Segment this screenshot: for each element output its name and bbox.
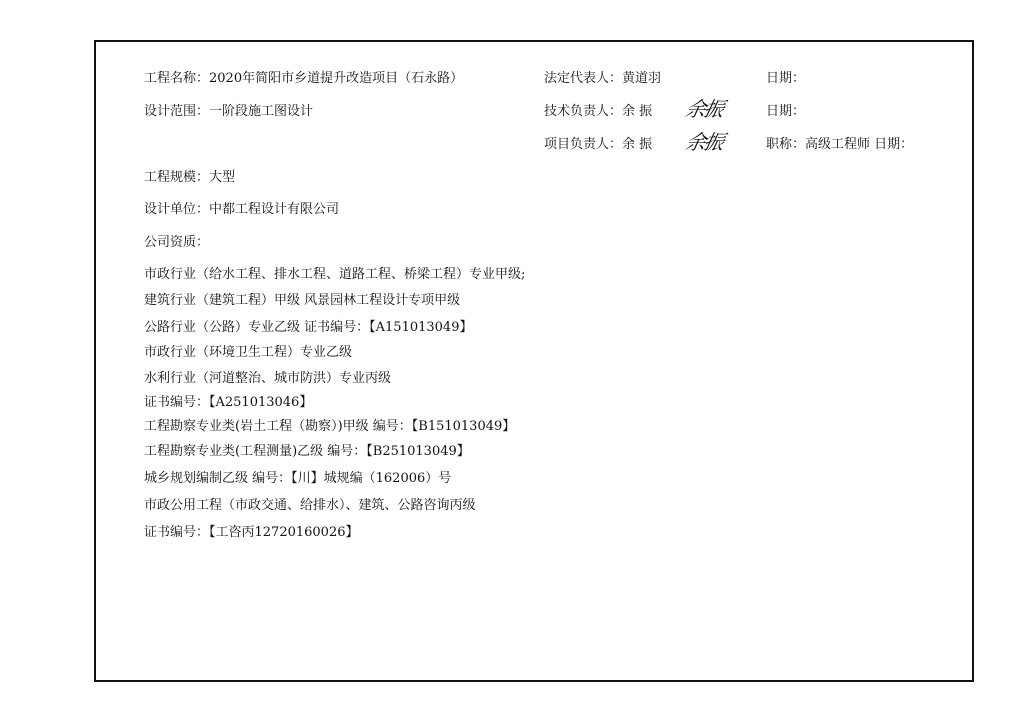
qualification-line: 工程勘察专业类(岩土工程（勘察）)甲级 编号：【B151013049】 bbox=[144, 419, 516, 434]
design-unit: 设计单位：中都工程设计有限公司 bbox=[144, 202, 340, 217]
qualification-line: 市政公用工程（市政交通、给排水）、建筑、公路咨询丙级 bbox=[144, 498, 476, 513]
title-and-date: 职称：高级工程师 日期： bbox=[766, 137, 914, 152]
project-scale: 工程规模：大型 bbox=[144, 170, 236, 185]
qualification-line: 证书编号：【工咨丙12720160026】 bbox=[144, 525, 359, 540]
signature-technical-lead: 余振 bbox=[683, 97, 725, 121]
date-legal-rep: 日期： bbox=[766, 71, 806, 86]
technical-lead: 技术负责人：余 振 bbox=[544, 104, 653, 119]
project-lead: 项目负责人：余 振 bbox=[544, 137, 653, 152]
qualification-line: 市政行业（环境卫生工程）专业乙级 bbox=[144, 345, 353, 360]
design-scope: 设计范围：一阶段施工图设计 bbox=[144, 104, 314, 119]
qualification-line: 证书编号：【A251013046】 bbox=[144, 395, 313, 410]
qualification-line: 市政行业（给水工程、排水工程、道路工程、桥梁工程）专业甲级; bbox=[144, 267, 526, 282]
qualification-line: 水利行业（河道整治、城市防洪）专业丙级 bbox=[144, 371, 392, 386]
qualification-line: 公路行业（公路）专业乙级 证书编号：【A151013049】 bbox=[144, 320, 473, 335]
date-technical-lead: 日期： bbox=[766, 104, 806, 119]
legal-representative: 法定代表人：黄道羽 bbox=[544, 71, 662, 86]
signature-project-lead: 余振 bbox=[683, 130, 725, 154]
project-name: 工程名称：2020年简阳市乡道提升改造项目（石永路） bbox=[144, 71, 464, 86]
qualification-line: 城乡规划编制乙级 编号：【川】城规编（162006）号 bbox=[144, 471, 452, 486]
qualification-line: 工程勘察专业类(工程测量)乙级 编号：【B251013049】 bbox=[144, 444, 470, 459]
qualification-line: 建筑行业（建筑工程）甲级 风景园林工程设计专项甲级 bbox=[144, 293, 461, 308]
qualifications-label: 公司资质： bbox=[144, 235, 210, 250]
